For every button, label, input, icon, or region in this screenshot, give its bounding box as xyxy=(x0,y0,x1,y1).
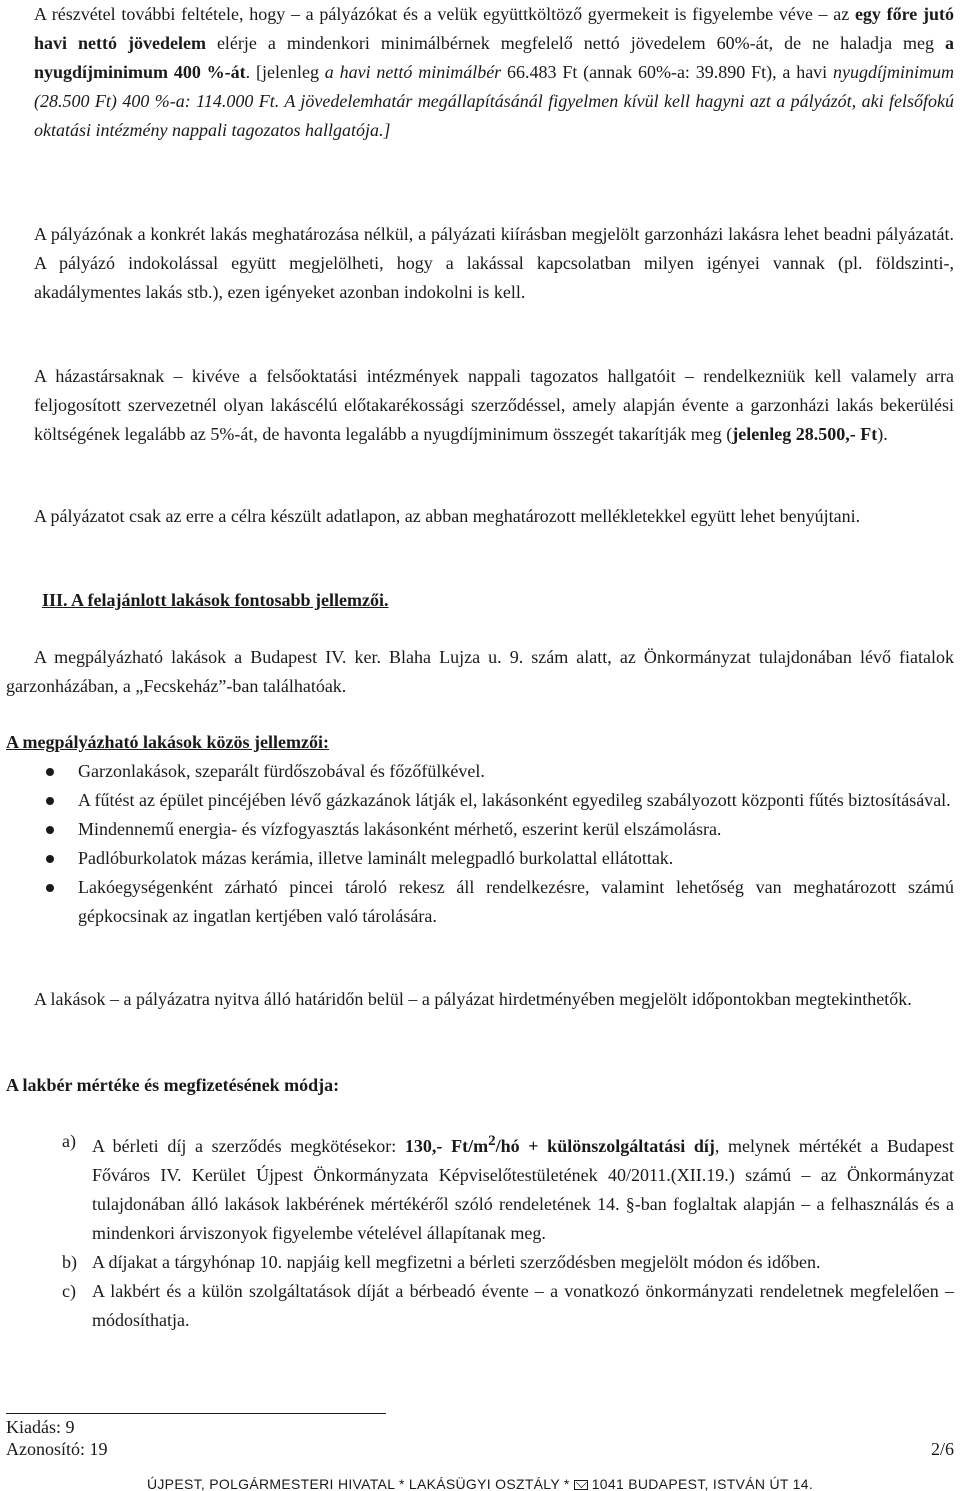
bold-text: /hó + különszolgáltatási díj xyxy=(495,1136,715,1156)
location-paragraph: A megpályázható lakások a Budapest IV. ker. Blaha Lujza u. 9. szám alatt, az Önkormányzat tulajdonában lévő fiatalok garzonházában, a „Fecskeház”-ban találhatóak. xyxy=(6,647,954,696)
features-list xyxy=(6,757,954,931)
edition-label: Kiadás: 9 xyxy=(6,1417,75,1437)
address-office: ÚJPEST, POLGÁRMESTERI HIVATAL * LAKÁSÜGYI OSZTÁLY * xyxy=(146,1476,570,1491)
footer xyxy=(6,1416,954,1460)
address-street: 1041 BUDAPEST, ISTVÁN ÚT 14. xyxy=(591,1476,814,1491)
bold-text: jelenleg 28.500,- Ft xyxy=(732,424,878,444)
item-text: ). xyxy=(877,424,888,444)
bold-text: a nyugdíjminimum 400 %-át xyxy=(34,33,955,82)
item-label: a) xyxy=(62,1131,76,1151)
rent-items-list xyxy=(6,1127,954,1335)
list-item: Lakóegységenként zárható pincei tároló rekesz áll rendelkezésre, valamint lehetőség van meghatározott számú gépkocsinak az ingatlan kertjében való tárolására. xyxy=(6,873,954,931)
bold-text: 130,- Ft/m xyxy=(404,1136,489,1156)
item-text: A pályázónak a konkrét lakás meghatározása nélkül, a pályázati kiírásban megjelölt garzonházi lakásra lehet beadni pályázatát. A pályázó indokolással együtt megjelölheti, hogy a lakással kapcsolatban milyen igényei vannak (pl. földszinti-, akadálymentes lakás stb.), ezen igényeket azonban indokolni is kell. xyxy=(34,224,954,302)
condition-item-2 xyxy=(6,0,954,145)
list-item: Garzonlakások, szeparált fürdőszobával és főzőfülkével. xyxy=(6,757,954,786)
superscript: 2 xyxy=(488,1133,496,1149)
identifier-label: Azonosító: 19 xyxy=(6,1439,108,1459)
condition-item-5 xyxy=(6,502,954,531)
rent-heading: A lakbér mértéke és megfizetésének módja: xyxy=(6,1075,340,1095)
common-features-heading: A megpályázható lakások közös jellemzői: xyxy=(6,732,329,752)
item-number xyxy=(6,502,34,531)
item-text: A pályázatot csak az erre a célra készült adatlapon, az abban meghatározott mellékletekkel együtt lehet benyújtani. xyxy=(34,506,861,526)
item-label: c) xyxy=(62,1281,76,1301)
rent-item-c xyxy=(6,1277,954,1335)
envelope-icon xyxy=(574,1480,588,1490)
item-text: A díjakat a tárgyhónap 10. napjáig kell megfizetni a bérleti szerződésben megjelölt módon és időben. xyxy=(92,1252,821,1272)
italic-text: a havi nettó minimálbér xyxy=(324,62,502,82)
item-number xyxy=(6,220,34,249)
list-item: Mindennemű energia- és vízfogyasztás lakásonként mérhető, eszerint kerül elszámolásra. xyxy=(6,815,954,844)
item-label: b) xyxy=(62,1252,77,1272)
list-item: Padlóburkolatok mázas kerámia, illetve laminált melegpadló burkolattal ellátottak. xyxy=(6,844,954,873)
item-text: , melynek mértékét a Budapest Főváros IV. Kerület Újpest Önkormányzata Képviselőtestületének 40/2011.(XII.19.) számú – az Önkormányzat tulajdonában álló lakások lakbérének mértékéről szóló rendeletének 14. §-ban foglaltak alapján – a felhasználás és a mindenkori árviszonyok figyelembe vételével állapítanak meg. xyxy=(92,1136,954,1243)
item-number xyxy=(6,0,34,29)
item-text: A lakbért és a külön szolgáltatások díját a bérbeadó évente – a vonatkozó önkormányzati rendeletnek megfelelően – módosíthatja. xyxy=(92,1281,954,1330)
item-text: 66.483 Ft (annak 60%-a: 39.890 Ft), a havi xyxy=(501,62,833,82)
item-text: A bérleti díj a szerződés megkötésekor: xyxy=(92,1136,405,1156)
footer-address xyxy=(0,1470,960,1491)
item-text: A házastársaknak – kivéve a felsőoktatási intézmények nappali tagozatos hallgatóit – rendelkezniük kell valamely arra feljogosított szervezetnél olyan lakáscélú előtakarékossági szerződéssel, amely alapján évente a garzonházi lakás bekerülési költségének legalább az 5%-át, de havonta legalább a nyugdíjminimum összegét takarítják meg ( xyxy=(34,366,954,444)
footer-divider xyxy=(6,1413,386,1414)
rent-item-b xyxy=(6,1248,954,1277)
item-text: . [jelenleg xyxy=(245,62,325,82)
viewing-paragraph: A lakások – a pályázatra nyitva álló határidőn belül – a pályázat hirdetményében megjelölt időpontokban megtekinthetők. xyxy=(34,989,912,1009)
page-number: 2/6 xyxy=(930,1439,954,1459)
bold-text: egy főre jutó havi nettó jövedelem xyxy=(34,4,954,53)
list-item: A fűtést az épület pincéjében lévő gázkazánok látják el, lakásonként egyedileg szabályozott központi fűtés biztosításával. xyxy=(6,786,954,815)
section-title: III. A felajánlott lakások fontosabb jellemzői. xyxy=(42,590,389,610)
italic-text: nyugdíjminimum (28.500 Ft) 400 %-a: 114.000 Ft. A jövedelemhatár megállapításánál figyelmen kívül kell hagyni azt a pályázót, aki felsőfokú oktatási intézmény nappali tagozatos hallgatója.] xyxy=(34,62,954,140)
item-number xyxy=(6,362,34,391)
item-text: A részvétel további feltétele, hogy – a pályázókat és a velük együttköltöző gyermekeit is figyelembe véve – az xyxy=(34,4,855,24)
rent-item-a xyxy=(6,1127,954,1248)
item-text: elérje a mindenkori minimálbérnek megfelelő nettó jövedelem 60%-át, de ne haladja meg xyxy=(205,33,946,53)
condition-item-3 xyxy=(6,220,954,307)
condition-item-4 xyxy=(6,362,954,449)
